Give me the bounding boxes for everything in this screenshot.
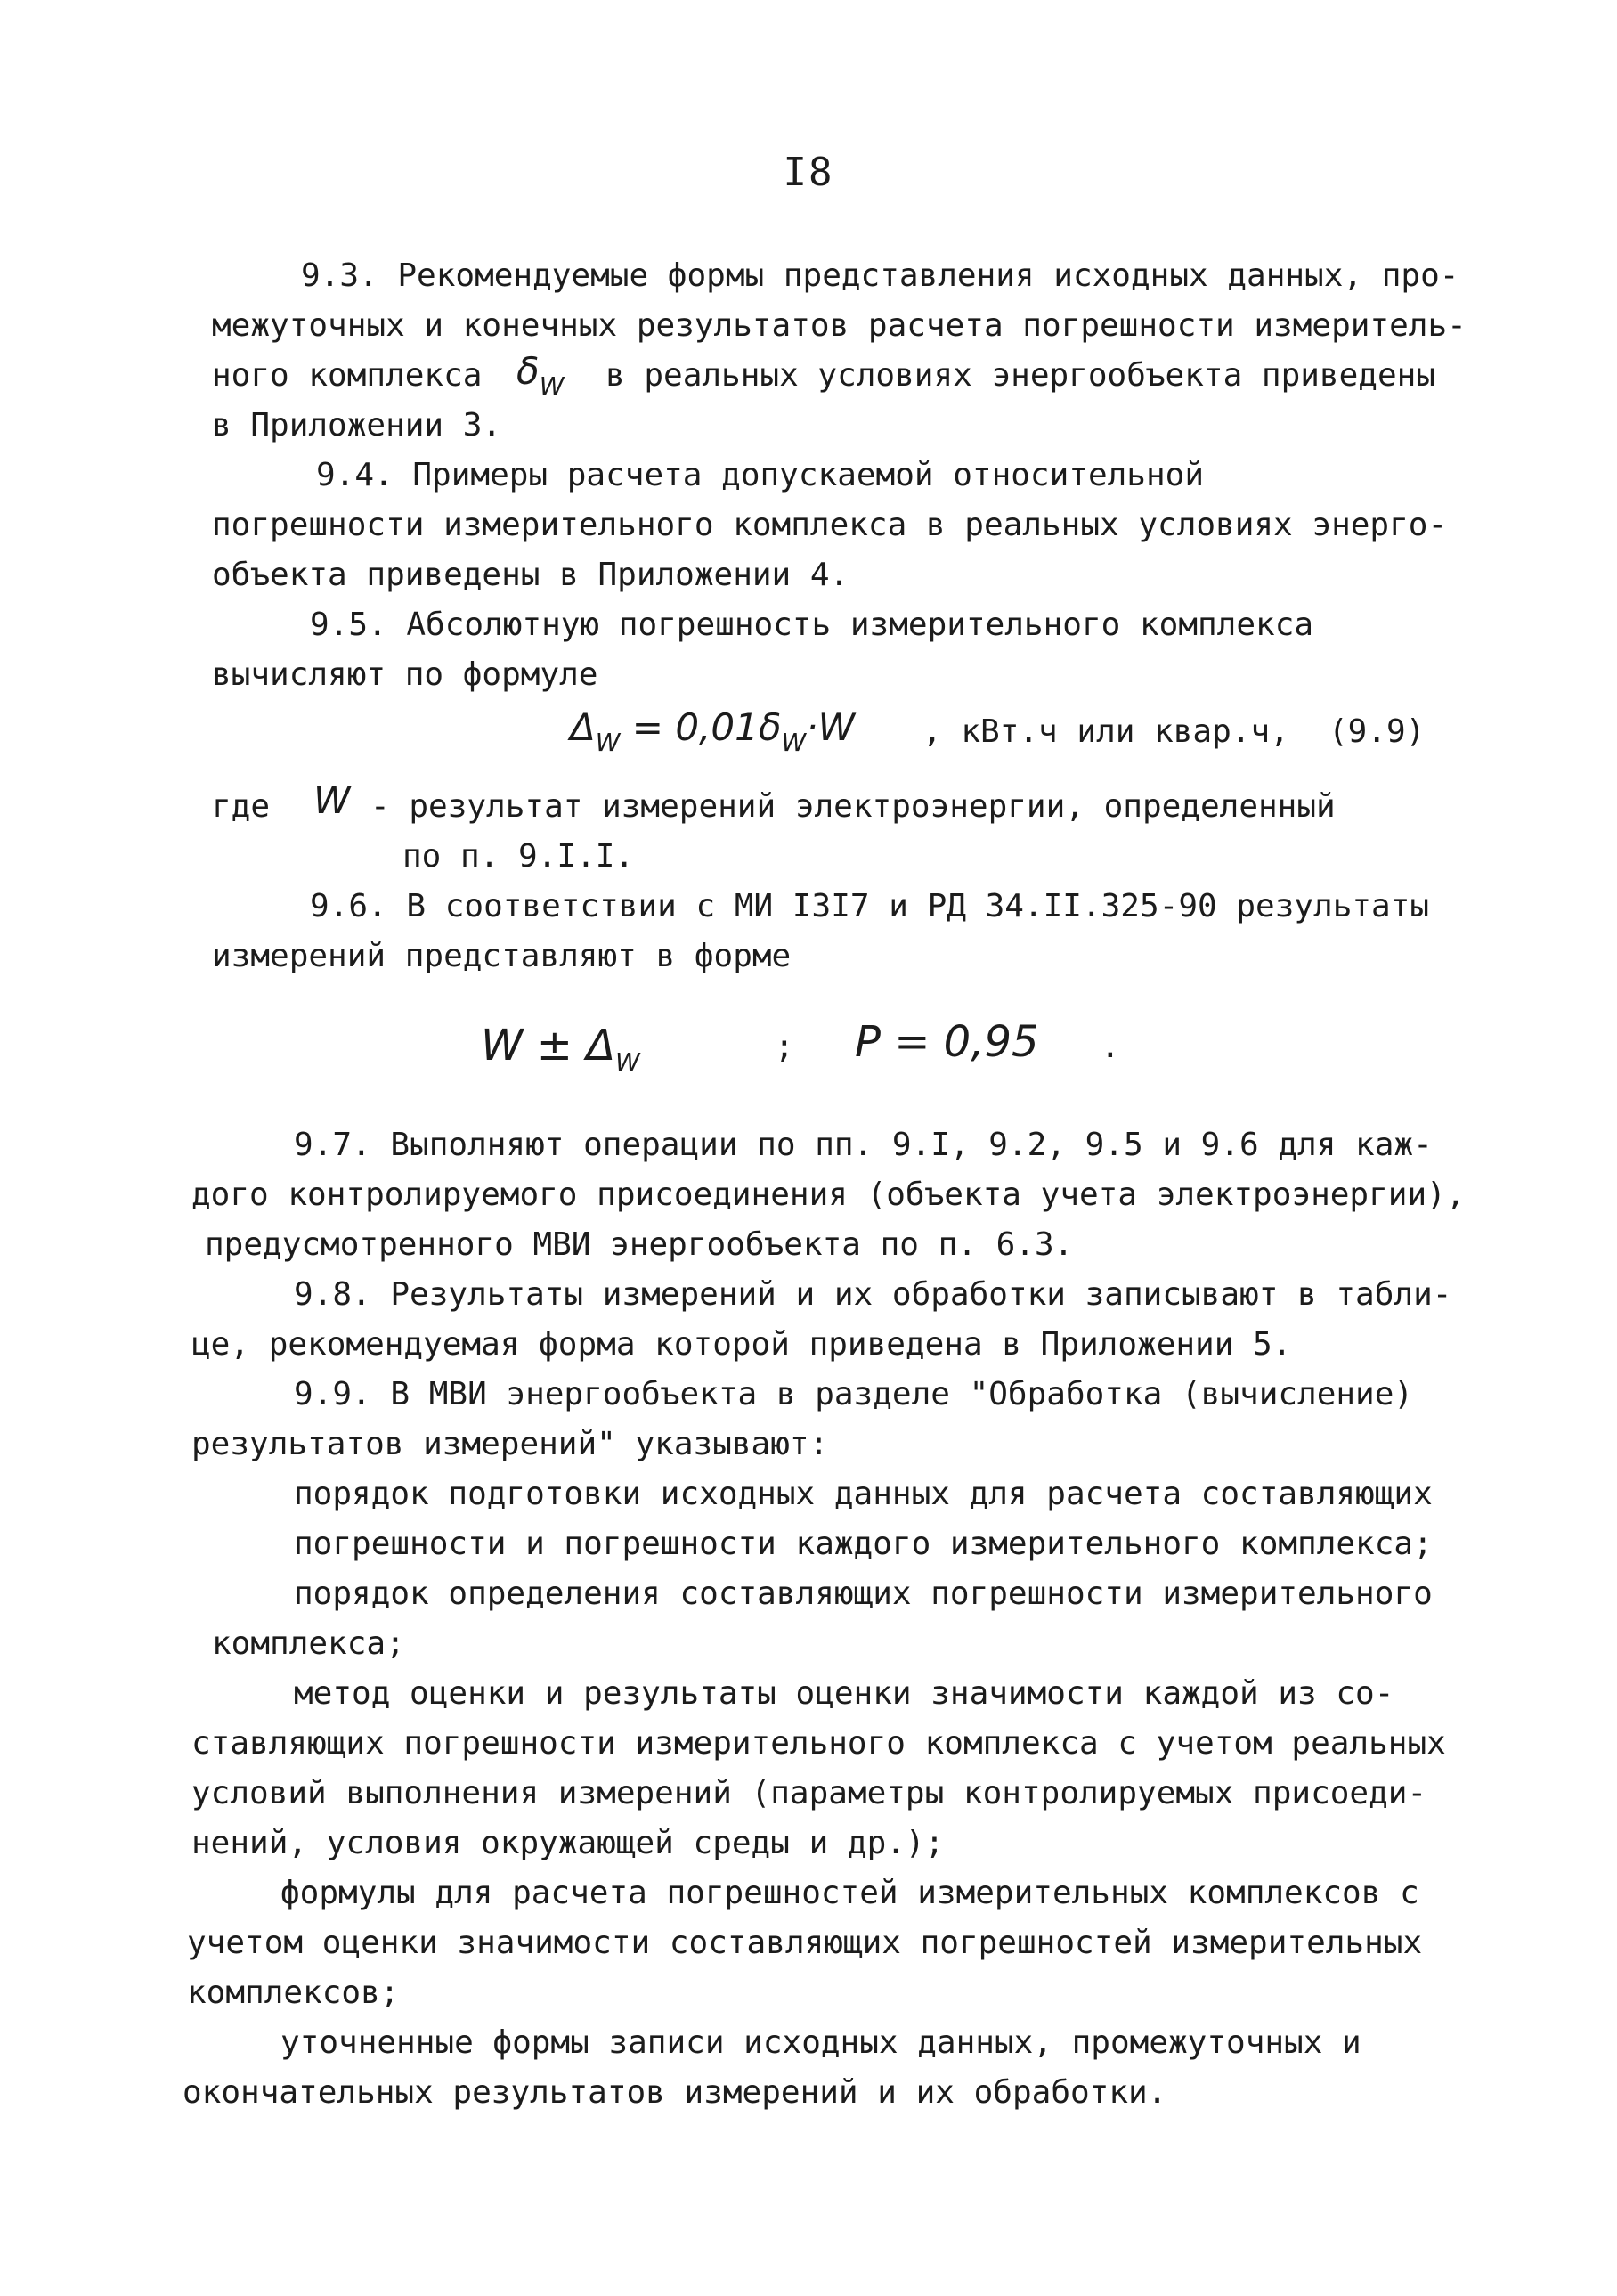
para-9-3-line-3a: ного комплекса xyxy=(212,357,483,394)
delta-w-symbol: $\delta_W$ xyxy=(516,349,565,401)
formula-eq: = 0,01 xyxy=(631,705,759,749)
para-9-7-line-3: предусмотренного МВИ энергообъекта по п. 6.3. xyxy=(205,1226,1074,1263)
formula-delta-sub: W xyxy=(781,728,807,757)
para-9-6-line-1: 9.6. В соответствии с МИ I3I7 и РД 34.II.325-90 результаты xyxy=(310,888,1430,924)
para-9-4-line-1: 9.4. Примеры расчета допускаемой относительной xyxy=(316,457,1204,493)
list-line-7: условий выполнения измерений (параметры контролируемых присоеди- xyxy=(191,1775,1427,1812)
list-line-6: ставляющих погрешности измерительного комплекса с учетом реальных xyxy=(191,1725,1446,1762)
para-9-9-line-2: результатов измерений" указывают: xyxy=(191,1426,829,1462)
para-9-4-line-3: объекта приведены в Приложении 4. xyxy=(212,557,849,593)
list-line-9: формулы для расчета погрешностей измерительных комплексов с xyxy=(280,1875,1419,1911)
formula-number: (9.9) xyxy=(1329,713,1426,750)
result-expression: $W \pm \Delta_W$ xyxy=(481,1021,640,1077)
para-9-8-line-2: це, рекомендуемая форма которой приведена в Приложении 5. xyxy=(191,1326,1292,1363)
para-9-8-line-1: 9.8. Результаты измерений и их обработки записывают в табли- xyxy=(294,1276,1452,1313)
para-9-3-line-2: межуточных и конечных результатов расчета погрешности измеритель- xyxy=(212,307,1467,344)
list-line-1: порядок подготовки исходных данных для расчета составляющих xyxy=(294,1476,1433,1512)
formula-delta: δ xyxy=(758,705,782,749)
result-probability: P = 0,95 xyxy=(855,1017,1039,1067)
para-9-9-line-1: 9.9. В МВИ энергообъекта в разделе "Обработка (вычисление) xyxy=(294,1376,1414,1413)
para-9-3-line-1: 9.3. Рекомендуемые формы представления исходных данных, про- xyxy=(301,257,1459,294)
where-text-1: - результат измерений электроэнергии, определенный xyxy=(370,788,1336,825)
para-9-4-line-2: погрешности измерительного комплекса в реальных условиях энерго- xyxy=(212,507,1448,543)
where-word: где xyxy=(212,788,271,825)
para-9-7-line-2: дого контролируемого присоединения (объекта учета электроэнергии), xyxy=(191,1176,1466,1213)
formula-lhs: Δ xyxy=(570,705,596,749)
list-line-8: нений, условия окружающей среды и др.); xyxy=(191,1825,945,1861)
where-text-2: по п. 9.I.I. xyxy=(402,838,635,875)
list-line-11: комплексов; xyxy=(187,1974,400,2011)
para-9-5-line-2: вычисляют по формуле xyxy=(212,656,598,693)
where-w-symbol: W xyxy=(313,778,351,822)
result-end: . xyxy=(1101,1029,1120,1065)
list-line-5: метод оценки и результаты оценки значимости каждой из со- xyxy=(294,1675,1394,1712)
formula-9-9 xyxy=(570,705,856,757)
para-9-7-line-1: 9.7. Выполняют операции по пп. 9.I, 9.2, 9.5 и 9.6 для каж- xyxy=(294,1127,1433,1163)
list-line-2: погрешности и погрешности каждого измерительного комплекса; xyxy=(294,1526,1433,1562)
list-line-3: порядок определения составляющих погрешности измерительного xyxy=(294,1575,1433,1612)
para-9-5-line-1: 9.5. Абсолютную погрешность измерительного комплекса xyxy=(310,607,1314,643)
formula-dot-w: ·W xyxy=(806,705,856,749)
para-9-6-line-2: измерений представляют в форме xyxy=(212,938,792,974)
list-line-4: комплекса; xyxy=(212,1625,405,1662)
para-9-3-line-3b: в реальных условиях энергообъекта приведены xyxy=(605,357,1435,394)
formula-units: , кВт.ч или квар.ч, xyxy=(922,713,1289,750)
result-separator: ; xyxy=(775,1029,794,1065)
para-9-3-line-4: в Приложении 3. xyxy=(212,407,502,444)
formula-lhs-sub: W xyxy=(595,728,621,757)
page-number: I8 xyxy=(783,150,834,195)
list-line-10: учетом оценки значимости составляющих погрешностей измерительных xyxy=(187,1925,1423,1961)
list-line-12: уточненные формы записи исходных данных, промежуточных и xyxy=(280,2024,1361,2061)
list-line-13: окончательных результатов измерений и их обработки. xyxy=(183,2074,1167,2111)
